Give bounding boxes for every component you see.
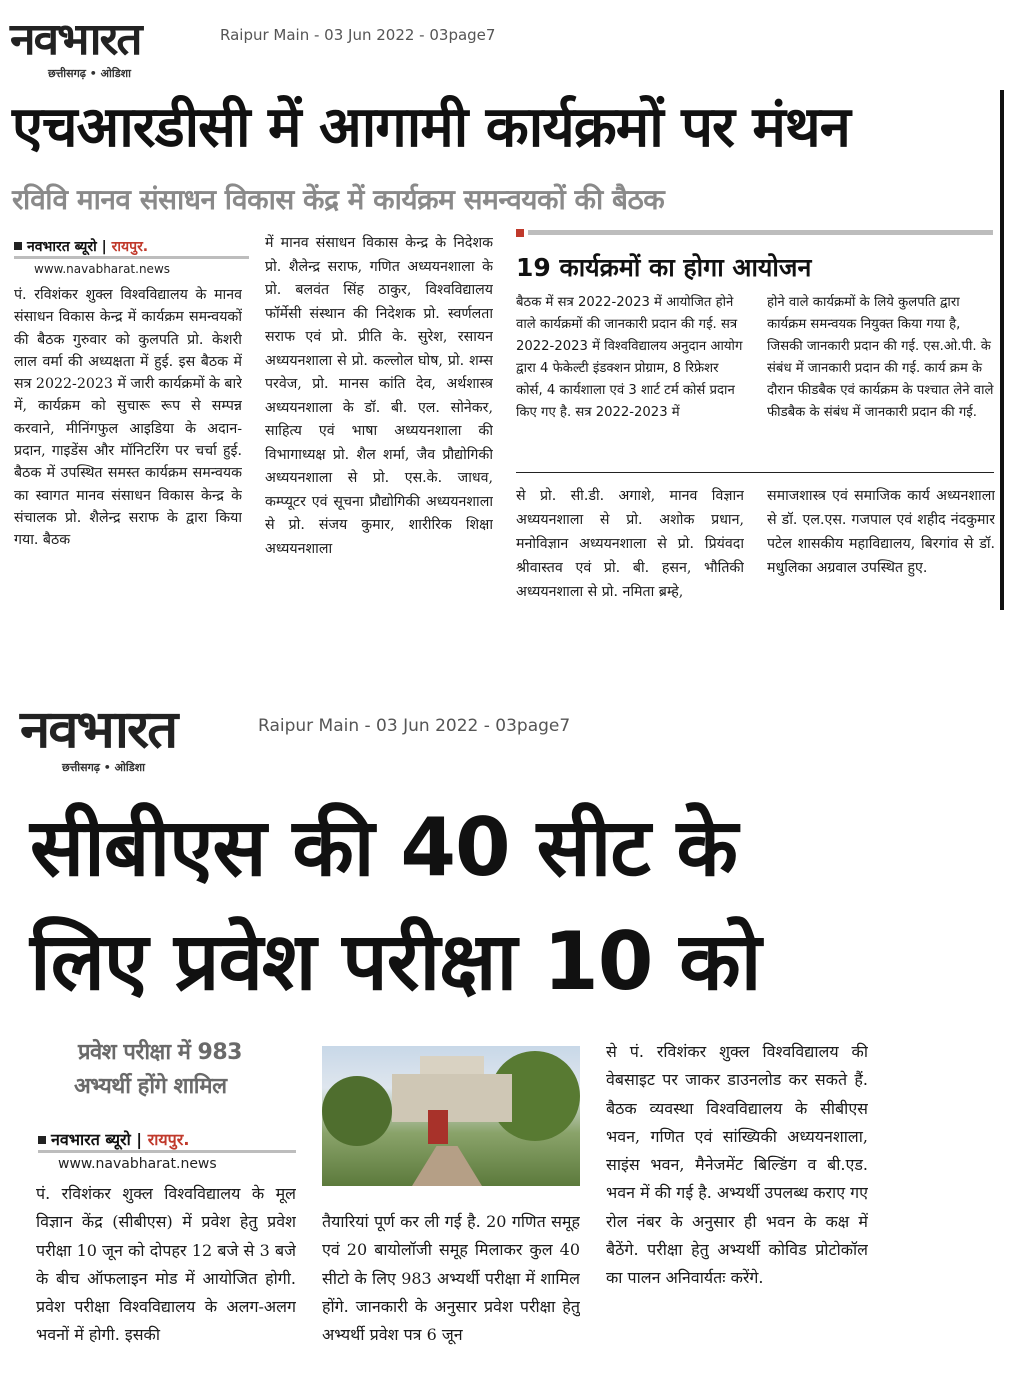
newspaper-logo: नवभारत bbox=[10, 14, 141, 65]
byline: नवभारत ब्यूरो | रायपुर. bbox=[38, 1128, 189, 1150]
bureau-name: नवभारत ब्यूरो bbox=[27, 239, 97, 255]
bullet-icon bbox=[38, 1136, 46, 1144]
masthead-1 bbox=[8, 14, 203, 82]
box-top-rule bbox=[528, 230, 993, 235]
column-2: में मानव संसाधन विकास केन्द्र के निदेशक प्रो. शैलेन्द्र सराफ, गणित अध्ययनशाला के प्रो. बलवंत सिंह ठाकुर, विश्वविद्यालय फॉर्मेसी संस्थान की निदेशक प्रो. स्वर्णलता सराफ एवं प्रो. प्रीति के. सुरेश, रसायन अध्ययनशाला से प्रो. कल्लोल घोष, प्रो. शम्स परवेज, प्रो. मानस कांति देव, अर्थशास्त्र अध्ययनशाला के डॉ. बी. एल. सोनेकर, साहित्य एवं भाषा अध्ययनशाला की विभागाध्यक्ष प्रो. शैल शर्मा, जैव प्रौद्योगिकी अध्ययनशाला से प्रो. एस.के. जाधव, कम्प्यूटर एवं सूचना प्रौद्योगिकी अध्ययनशाला से प्रो. संजय कुमार, शारीरिक शिक्षा अध्ययनशाला bbox=[265, 235, 493, 557]
column-1: पं. रविशंकर शुक्ल विश्वविद्यालय के मानव संसाधन विकास केन्द्र में कार्यक्रम समन्वयकों की बैठक गुरुवार को कुलपति प्रो. केशरी लाल वर्मा की अध्यक्षता में हुई. इस बैठक में सत्र 2022-2023 में जारी कार्यक्रमों के बारे में, कार्यक्रम को सुचारू रूप से सम्पन्न करवाने, मीनिंगफुल आइडिया के अदान-प्रदान, गाइडेंस और मॉनिटरिंग पर चर्चा हुई. बैठक में उपस्थित समस्त कार्यक्रम समन्वयक का स्वागत मानव संसाधन विकास केन्द्र के संचालक प्रो. शैलेन्द्र सराफ के द्वारा किया गया. बैठक bbox=[14, 287, 242, 549]
bureau-city: रायपुर. bbox=[147, 1130, 190, 1149]
edition-label: Raipur Main - 03 Jun 2022 - 03page7 bbox=[258, 716, 571, 736]
box-title: 19 कार्यक्रमों का होगा आयोजन bbox=[516, 253, 812, 282]
logo-region: छत्तीसगढ़ • ओडिशा bbox=[62, 761, 145, 774]
column-4: समाजशास्त्र एवं समाजिक कार्य अध्यनशाला से डॉ. एल.एस. गजपाल एवं शहीद नंदकुमार पटेल शासकीय महाविद्यालय, बिरगांव से डॉ. मधुलिका अग्रवाल उपस्थित हुए. bbox=[767, 488, 995, 576]
column-2: तैयारियां पूर्ण कर ली गई है. 20 गणित समूह एवं 20 बायोलॉजी समूह मिलाकर कुल 40 सीटो के लिए 983 अभ्यर्थी परीक्षा में शामिल होंगे. जानकारी के अनुसार प्रवेश परीक्षा हेतु अभ्यर्थी प्रवेश पत्र 6 जून bbox=[322, 1212, 580, 1345]
column-3: से प्रो. सी.डी. अगाशे, मानव विज्ञान अध्ययनशाला से प्रो. अशोक प्रधान, मनोविज्ञान अध्ययनशाला से प्रो. प्रियंवदा श्रीवास्तव एवं प्रो. बी. हसन, भौतिकी अध्ययनशाला से प्रो. नमिता ब्रम्हे, bbox=[516, 488, 744, 600]
sub-headline: रविवि मानव संसाधन विकास केंद्र में कार्यक्रम समन्वयकों की बैठक bbox=[12, 183, 665, 216]
website-link[interactable]: www.navabharat.news bbox=[34, 262, 171, 276]
bureau-city: रायपुर. bbox=[111, 239, 149, 255]
box-column-left: बैठक में सत्र 2022-2023 में आयोजित होने वाले कार्यक्रमों की जानकारी प्रदान की गई. सत्र 2022-2023 में विश्वविद्यालय अनुदान आयोग द्वारा 4 फेकेल्टी इंडक्शन प्रोग्राम, 8 रिफ्रेशर कोर्स, 4 कार्यशाला एवं 3 शार्ट टर्म कोर्स प्रदान किए गए है. सत्र 2022-2023 में bbox=[516, 295, 743, 420]
kicker-line-1: प्रवेश परीक्षा में 983 bbox=[78, 1040, 242, 1065]
right-border bbox=[1000, 90, 1004, 610]
bureau-name: नवभारत ब्यूरो bbox=[51, 1130, 131, 1149]
logo-region: छत्तीसगढ़ • ओडिशा bbox=[48, 67, 131, 80]
campus-photo bbox=[322, 1046, 580, 1186]
column-3: से पं. रविशंकर शुक्ल विश्वविद्यालय की वेबसाइट पर जाकर डाउनलोड कर सकते हैं. बैठक व्यवस्था विश्वविद्यालय के सीबीएस भवन, गणित एवं सांख्यिकी अध्ययनशाला, साइंस भवन, मैनेजमेंट बिल्डिंग व बी.एड. भवन में की गई है. अभ्यर्थी उपलब्ध कराए गए रोल नंबर के अनुसार ही भवन के कक्ष में बैठेंगे. परीक्षा हेतु अभ्यर्थी कोविड प्रोटोकॉल का पालन अनिवार्यतः करेंगे. bbox=[606, 1042, 868, 1288]
byline: नवभारत ब्यूरो | रायपुर. bbox=[14, 237, 148, 256]
headline: एचआरडीसी में आगामी कार्यक्रमों पर मंथन bbox=[12, 95, 850, 160]
box-column-right: होने वाले कार्यक्रमों के लिये कुलपति द्वारा कार्यक्रम समन्वयक नियुक्त किया गया है, जिसकी जानकारी प्रदान की गई. एस.ओ.पी. के संबंध में जानकारी प्रदान की गई. कार्य क्रम के दौरान फीडबैक एवं कार्यक्रम के पश्चात लेने वाले फीडबैक के संबंध में जानकारी प्रदान की गई. bbox=[767, 295, 994, 420]
newspaper-logo: नवभारत bbox=[20, 700, 177, 760]
column-1: पं. रविशंकर शुक्ल विश्वविद्यालय के मूल विज्ञान केंद्र (सीबीएस) में प्रवेश हेतु प्रवेश परीक्षा 10 जून को दोपहर 12 बजे से 3 बजे के बीच ऑफलाइन मोड में आयोजित होगी. प्रवेश परीक्षा विश्वविद्यालय के अलग-अलग भवनों में होगी. इसकी bbox=[36, 1184, 296, 1345]
byline-rule bbox=[14, 256, 249, 259]
website-link[interactable]: www.navabharat.news bbox=[58, 1156, 217, 1172]
byline-rule bbox=[38, 1150, 296, 1153]
edition-label: Raipur Main - 03 Jun 2022 - 03page7 bbox=[220, 26, 496, 44]
kicker-line-2: अभ्यर्थी होंगे शामिल bbox=[74, 1074, 227, 1099]
box-marker bbox=[516, 229, 524, 237]
headline-line-1: सीबीएस की 40 सीट के bbox=[30, 801, 737, 894]
headline-line-2: लिए प्रवेश परीक्षा 10 को bbox=[30, 915, 761, 1008]
bullet-icon bbox=[14, 242, 22, 250]
masthead-2 bbox=[18, 700, 248, 780]
box-bottom-rule bbox=[516, 472, 994, 473]
